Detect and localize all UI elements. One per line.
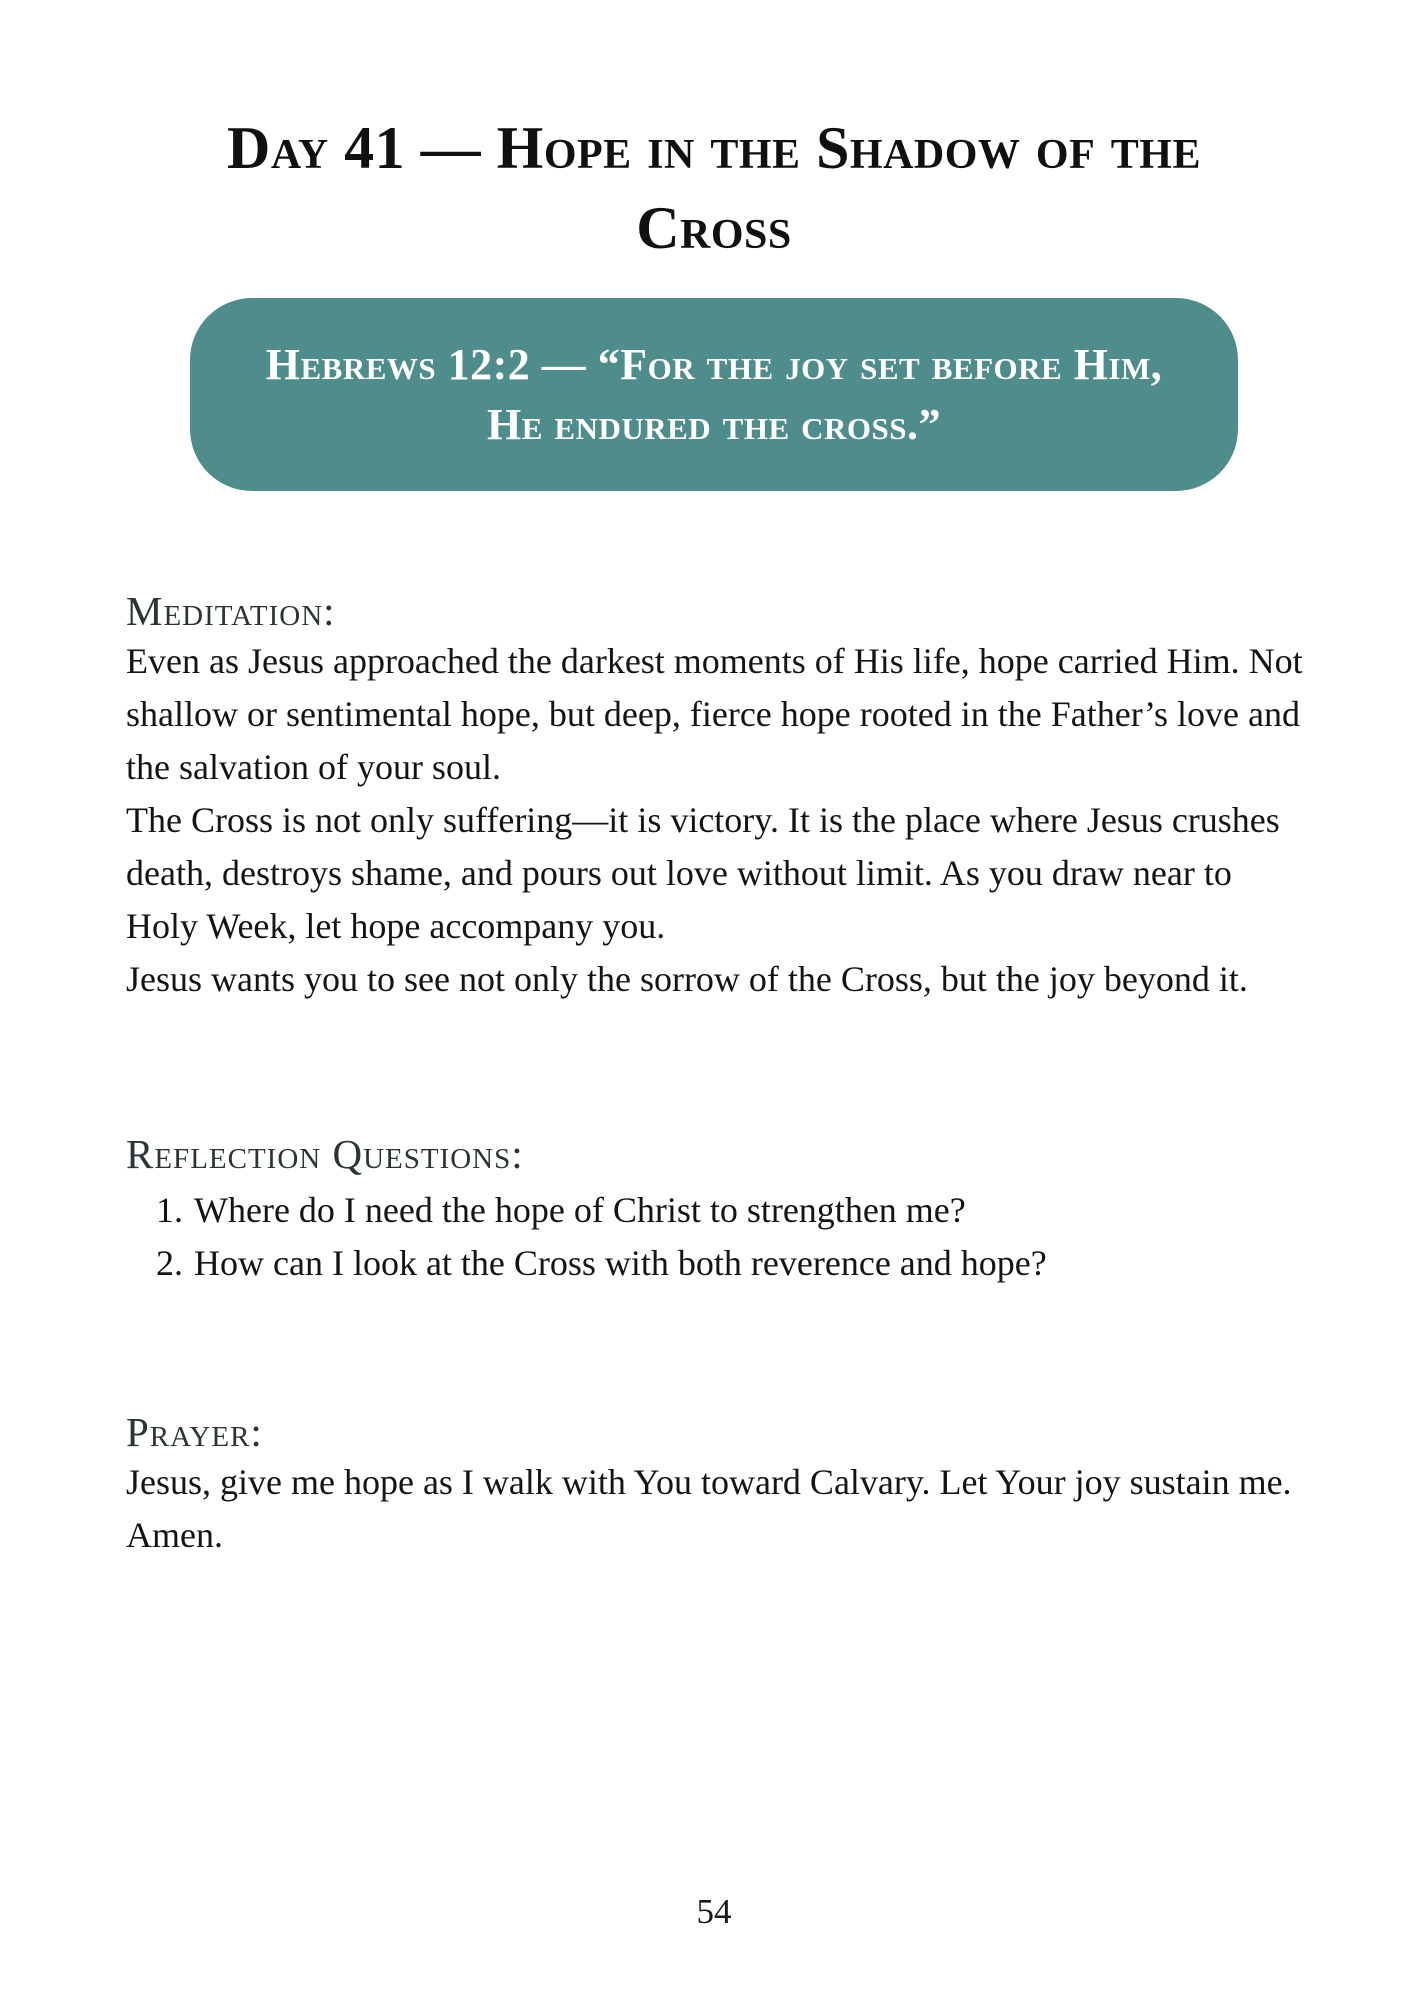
reflection-question: 1. Where do I need the hope of Christ to strengthen me?	[192, 1184, 1306, 1237]
meditation-body	[126, 635, 1306, 1006]
meditation-paragraph: Even as Jesus approached the darkest moments of His life, hope carried Him. Not shallow or sentimental hope, but deep, fierce hope rooted in the Father’s love and the salvation of your soul.	[126, 641, 1303, 787]
page-number: 54	[696, 1892, 732, 1931]
prayer-body	[126, 1456, 1306, 1562]
prayer-section	[126, 1408, 1306, 1562]
reflection-question-list	[126, 1184, 1306, 1290]
meditation-section	[126, 587, 1306, 1006]
page-content	[126, 587, 1306, 1562]
reflection-section	[126, 1130, 1306, 1290]
prayer-heading: Prayer:	[126, 1409, 263, 1455]
meditation-paragraph: The Cross is not only suffering—it is victory. It is the place where Jesus crushes death, destroys shame, and pours out love without limit. As you draw near to Holy Week, let hope accompany you.	[126, 800, 1280, 946]
verse-text: Hebrews 12:2 — “For the joy set before Him, He endured the cross.”	[265, 339, 1163, 449]
verse-highlight-box	[190, 298, 1238, 491]
reflection-question: 2. How can I look at the Cross with both reverence and hope?	[192, 1237, 1306, 1290]
page-title: Day 41 — Hope in the Shadow of the Cross	[227, 115, 1201, 261]
reflection-heading: Reflection Questions:	[126, 1131, 524, 1177]
prayer-paragraph: Jesus, give me hope as I walk with You toward Calvary. Let Your joy sustain me. Amen.	[126, 1462, 1292, 1555]
meditation-paragraph: Jesus wants you to see not only the sorrow of the Cross, but the joy beyond it.	[126, 959, 1248, 999]
meditation-heading: Meditation:	[126, 588, 336, 634]
